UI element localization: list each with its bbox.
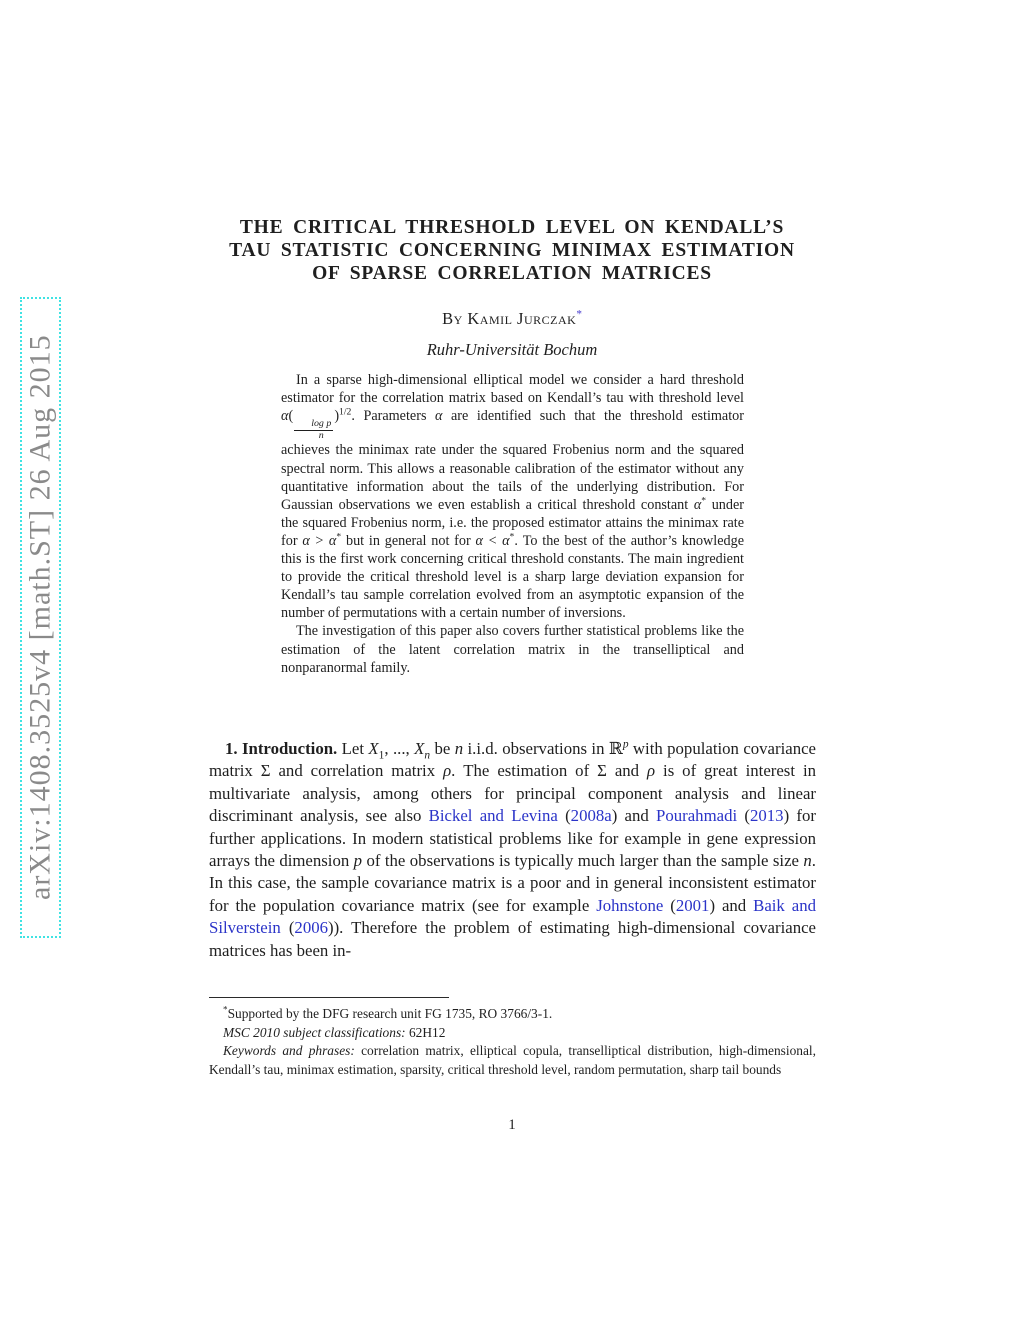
paper-title-line-1: THE CRITICAL THRESHOLD LEVEL ON KENDALL’S: [239, 217, 785, 238]
footnote-support: *Supported by the DFG research unit FG 1735, RO 3766/3-1.: [223, 1004, 553, 1021]
footnotes: [209, 997, 816, 1079]
footnote-msc: MSC 2010 subject classifications: 62H12: [223, 1024, 446, 1040]
arxiv-watermark: [20, 297, 61, 938]
arxiv-watermark-text: arXiv:1408.3525v4 [math.ST] 26 Aug 2015: [23, 334, 57, 901]
footnote-rule: [209, 997, 449, 998]
cite-baik-silverstein-year[interactable]: 2006: [294, 918, 328, 938]
abstract-paragraph-2: The investigation of this paper also covers further statistical problems like the estimation of the latent correlation matrix in the transelliptical and nonparanormal family.: [281, 623, 744, 676]
cite-pourahmadi-year[interactable]: 2013: [750, 806, 784, 826]
cite-baik-silverstein[interactable]: Baik and Silverstein: [209, 895, 816, 938]
page-number: 1: [508, 1117, 516, 1133]
author-byline: By Kamil Jurczak*: [442, 308, 582, 328]
introduction-section: [209, 738, 816, 962]
cite-johnstone-year[interactable]: 2001: [675, 895, 710, 915]
paper-title: [0, 216, 1024, 285]
paper-title-line-2: TAU STATISTIC CONCERNING MINIMAX ESTIMATION: [229, 240, 795, 261]
intro-paragraph: 1. Introduction. Let $X_1$, ..., $X_n$ be n i.i.d. observations in ℝ$^p$ with population covariance matrix Σ and correlation matrix ρ. The estimation of Σ and ρ is of great interest in multivariate analysis, among others for principal component analysis and linear discriminant analysis, see also Bickel and Levina (2008a) and Pourahmadi (2013) for further applications. In modern statistical problems like for example in gene expression arrays the dimension p of the observations is typically much larger than the sample size n. In this case, the sample covariance matrix is a poor and in general inconsistent estimator for the population covariance matrix (see for example Johnstone (2001) and Baik and Silverstein (2006)). Therefore the problem of estimating high-dimensional covariance matrices has been in-: [209, 738, 816, 960]
paper-title-line-3: OF SPARSE CORRELATION MATRICES: [312, 263, 712, 284]
abstract-paragraph-1: In a sparse high-dimensional elliptical model we consider a hard threshold estimator for the correlation matrix based on Kendall’s tau with threshold level α( $\frac{\text{log p}}{n}$ )$^{1/2}$. Parameters α are identified such that the threshold estimator achieves the minimax rate under the squared Frobenius norm and the squared spectral norm. This allows a reasonable calibration of the estimator without any quantitative information about the tails of the underlying distribution. For Gaussian observations we even establish a critical threshold constant α* under the squared Frobenius norm, i.e. the proposed estimator attains the minimax rate for α > α* but in general not for α < α*. To the best of the author’s knowledge this is the first work concerning critical threshold constants. The main ingredient to provide the critical threshold level is a sharp large deviation expansion for Kendall’s tau sample correlation evolved from an asymptotic expansion of the number of permutations with a certain number of inversions.: [281, 372, 745, 622]
cite-bickel-levina[interactable]: Bickel and Levina: [428, 806, 558, 826]
abstract: [281, 371, 744, 677]
cite-johnstone[interactable]: Johnstone: [596, 895, 664, 915]
affiliation: Ruhr-Universität Bochum: [426, 340, 598, 359]
inline-fraction: $\frac{\text{log p}}{n}$: [294, 419, 333, 442]
footnote-asterisk-link[interactable]: *: [576, 308, 582, 321]
cite-bickel-levina-year[interactable]: 2008a: [570, 806, 612, 826]
cite-pourahmadi[interactable]: Pourahmadi: [656, 806, 738, 826]
footnote-keywords: Keywords and phrases: correlation matrix, elliptical copula, transelliptical distribution, high-dimensional, Kendall’s tau, minimax estimation, sparsity, critical threshold level, random permutation, sharp tail bounds: [209, 1043, 816, 1077]
